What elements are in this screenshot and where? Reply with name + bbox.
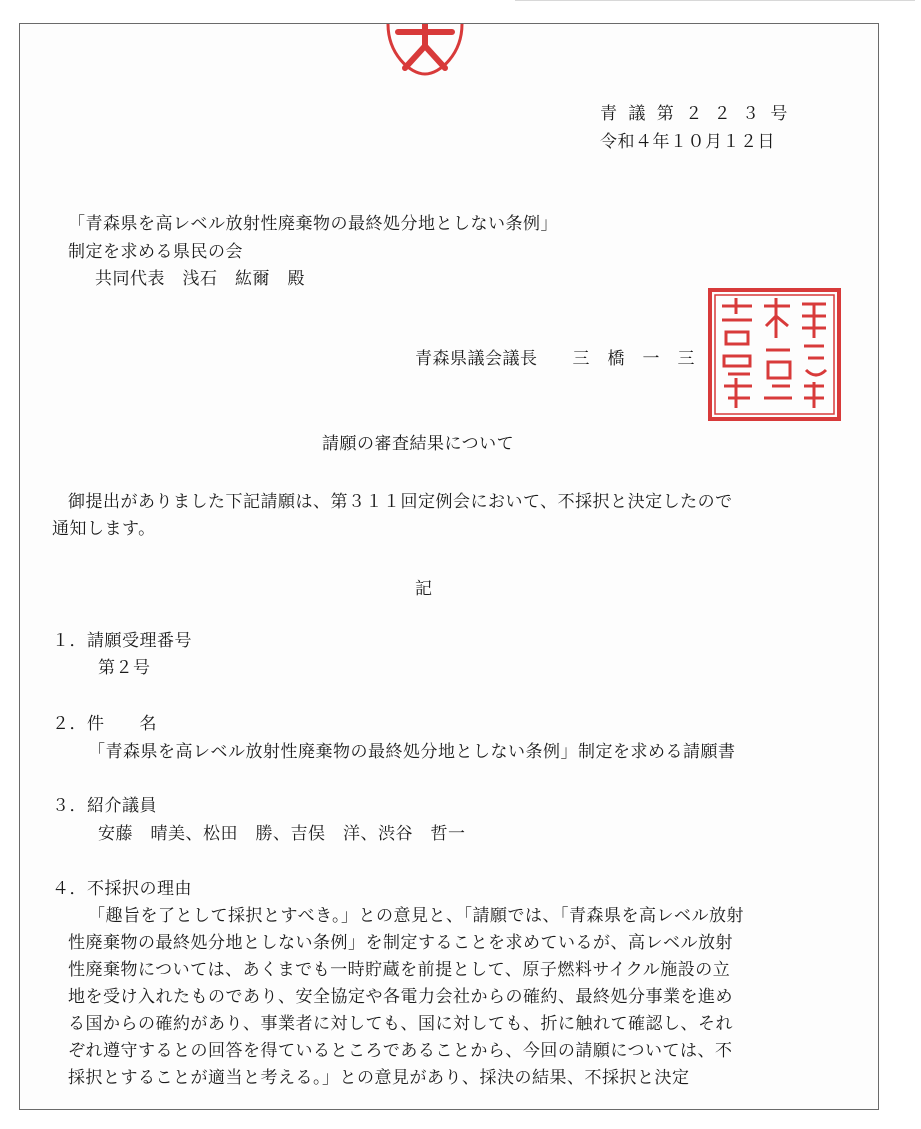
item-1-line-1: 第２号 bbox=[98, 658, 151, 678]
letter-page bbox=[19, 23, 879, 1110]
item-4-line-7: 採択とすることが適当と考える。」との意見があり、採決の結果、不採択と決定 bbox=[68, 1068, 690, 1088]
recipient-line-3: 共同代表 浅石 紘爾 殿 bbox=[95, 269, 305, 289]
item-3-heading: ３．紹介議員 bbox=[52, 796, 157, 816]
item-2-line-1: 「青森県を高レベル放射性廃棄物の最終処分地としない条例」制定を求める請願書 bbox=[88, 742, 736, 762]
recipient-line-1: 「青森県を高レベル放射性廃棄物の最終処分地としない条例」 bbox=[68, 214, 558, 234]
top-stamp-icon bbox=[380, 24, 470, 76]
doc-date: 令和４年１０月１２日 bbox=[600, 132, 775, 152]
seal-text: 青森県議會議長之印 bbox=[706, 286, 715, 287]
item-4-heading: ４．不採択の理由 bbox=[52, 879, 192, 899]
body-line-1: 御提出がありました下記請願は、第３１１回定例会において、不採択と決定したので bbox=[68, 492, 733, 512]
ki-marker: 記 bbox=[415, 579, 433, 599]
sender-signature: 青森県議会議長 三 橋 一 三 bbox=[415, 349, 695, 369]
item-4-line-1: 「趣旨を了として採択とすべき。」との意見と、「請願では、「青森県を高レベル放射 bbox=[88, 906, 744, 926]
subject-title: 請願の審査結果について bbox=[322, 434, 515, 454]
item-1-heading: １．請願受理番号 bbox=[52, 631, 192, 651]
item-3-line-1: 安藤 晴美、松田 勝、吉俣 洋、渋谷 哲一 bbox=[98, 824, 466, 844]
item-4-line-3: 性廃棄物については、あくまでも一時貯蔵を前提として、原子燃料サイクル施設の立 bbox=[68, 960, 731, 980]
scan-edge-line bbox=[515, 0, 915, 1]
item-4-line-2: 性廃棄物の最終処分地としない条例」を制定することを求めているが、高レベル放射 bbox=[68, 933, 733, 953]
official-seal-icon bbox=[706, 286, 843, 423]
item-2-heading: ２．件 名 bbox=[52, 714, 157, 734]
body-line-2: 通知します。 bbox=[52, 519, 156, 539]
item-4-line-6: ぞれ遵守するとの回答を得ているところであることから、今回の請願については、不 bbox=[68, 1041, 733, 1061]
item-4-line-4: 地を受け入れたものであり、安全協定や各電力会社からの確約、最終処分事業を進め bbox=[68, 987, 733, 1007]
recipient-line-2: 制定を求める県民の会 bbox=[68, 242, 243, 262]
doc-number: 青 議 第 ２ ２ ３ 号 bbox=[600, 104, 791, 124]
item-4-line-5: る国からの確約があり、事業者に対しても、国に対しても、折に触れて確認し、それ bbox=[68, 1014, 733, 1034]
